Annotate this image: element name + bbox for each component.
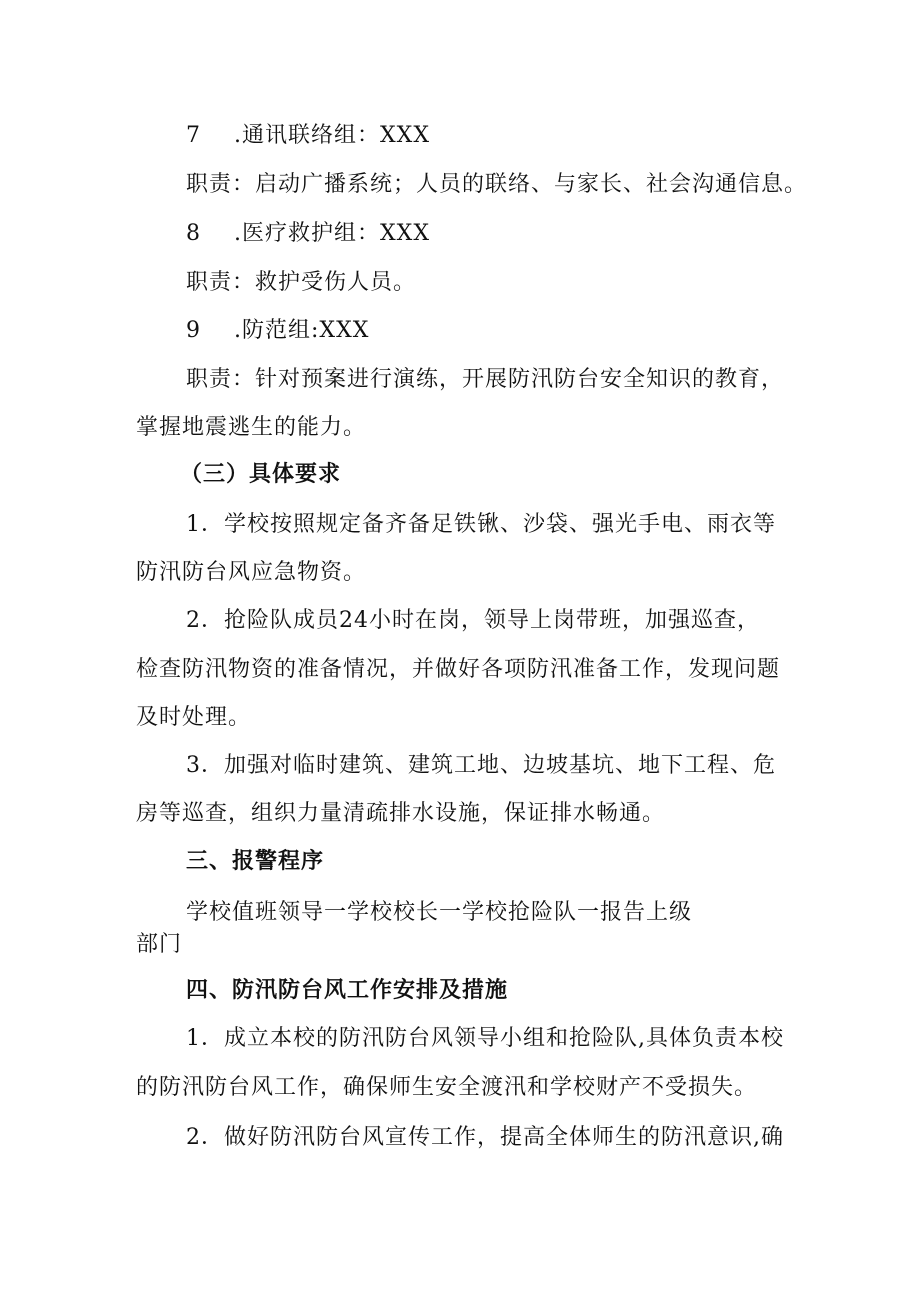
requirement-2-line2: 检查防汛物资的准备情况，并做好各项防汛准备工作，发现问题 — [136, 657, 781, 682]
work-2-line1: 2．做好防汛防台风宣传工作，提高全体师生的防汛意识,确 — [186, 1125, 784, 1150]
item-7-heading — [186, 121, 430, 151]
item-8-text: .医疗救护组：XXX — [234, 221, 430, 246]
work-1-line2: 的防汛防台风工作，确保师生安全渡汛和学校财产不受损失。 — [136, 1075, 758, 1100]
item-9-text: .防范组:XXX — [234, 318, 370, 343]
item-9-duty-line2: 掌握地震逃生的能力。 — [136, 415, 367, 440]
item-7-number: 7 — [186, 123, 201, 148]
section-heading-alarm: 三、报警程序 — [186, 849, 325, 874]
item-8-heading — [186, 219, 430, 249]
alarm-procedure-line2: 部门 — [136, 932, 183, 957]
requirement-3-line2: 房等巡查，组织力量清疏排水设施，保证排水畅通。 — [136, 801, 666, 826]
section-heading-requirements: （三）具体要求 — [180, 462, 342, 487]
requirement-1-line1: 1．学校按照规定备齐备足铁锹、沙袋、强光手电、雨衣等 — [186, 512, 776, 537]
alarm-procedure-line1: 学校值班领导一学校校长一学校抢险队一报告上级 — [186, 900, 693, 925]
requirement-2-line1: 2．抢险队成员24小时在岗，领导上岗带班，加强巡查， — [186, 608, 760, 633]
item-9-heading — [186, 316, 369, 346]
item-9-duty-line1: 职责：针对预案进行演练，开展防汛防台安全知识的教育， — [186, 367, 785, 392]
item-7-text: .通讯联络组：XXX — [234, 123, 430, 148]
requirement-2-line3: 及时处理。 — [136, 705, 252, 730]
item-9-number: 9 — [186, 318, 201, 343]
item-7-duty: 职责：启动广播系统；人员的联络、与家长、社会沟通信息。 — [186, 172, 808, 197]
item-8-duty: 职责：救护受伤人员。 — [186, 270, 417, 295]
requirement-3-line1: 3．加强对临时建筑、建筑工地、边坡基坑、地下工程、危 — [186, 753, 776, 778]
work-1-line1: 1．成立本校的防汛防台风领导小组和抢险队,具体负责本校 — [186, 1026, 784, 1051]
requirement-1-line2: 防汛防台风应急物资。 — [136, 560, 367, 585]
section-heading-work: 四、防汛防台风工作安排及措施 — [186, 978, 509, 1003]
item-8-number: 8 — [186, 221, 201, 246]
